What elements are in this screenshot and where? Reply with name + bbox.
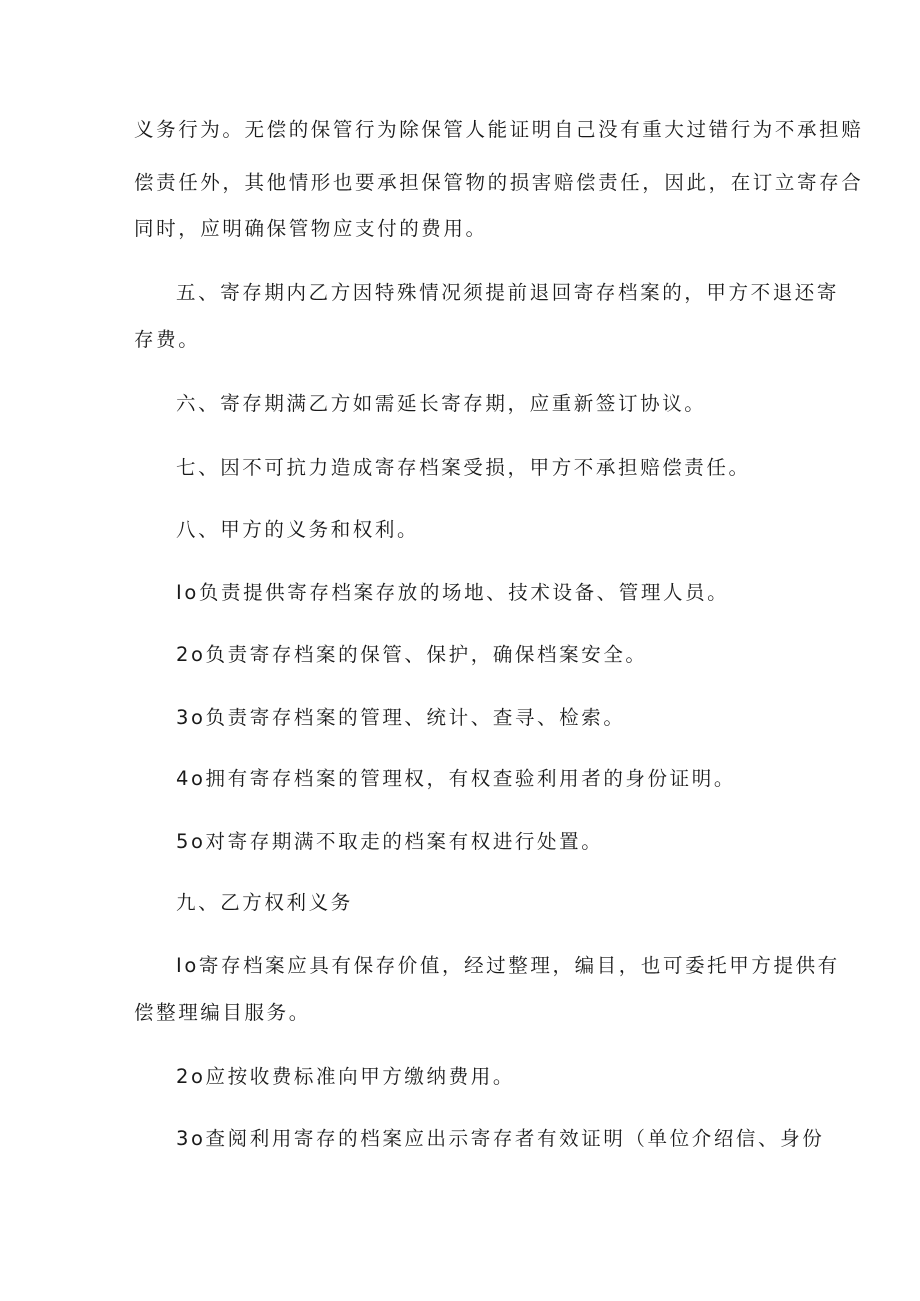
text-line: 七、因不可抗力造成寄存档案受损，甲方不承担赔偿责任。 (176, 456, 751, 479)
list-item: 3o负责寄存档案的管理、统计、查寻、检索。 (176, 706, 626, 729)
text-line: 存费。 (134, 328, 201, 351)
list-item: 2o应按收费标准向甲方缴纳费用。 (176, 1065, 515, 1088)
text-line: 同时，应明确保管物应支付的费用。 (134, 217, 488, 240)
text-line: 八、甲方的义务和权利。 (176, 518, 420, 541)
text-line: 偿整理编目服务。 (134, 1001, 311, 1024)
text-line: 偿责任外，其他情形也要承担保管物的损害赔偿责任，因此，在订立寄存合 (134, 171, 864, 194)
list-item: 5o对寄存期满不取走的档案有权进行处置。 (176, 830, 604, 853)
list-item: 3o查阅利用寄存的档案应出示寄存者有效证明（单位介绍信、身份 (176, 1127, 825, 1150)
list-item: Io寄存档案应具有保存价值，经过整理，编目，也可委托甲方提供有 (176, 954, 840, 977)
list-item: Io负责提供寄存档案存放的场地、技术设备、管理人员。 (176, 581, 730, 604)
text-line: 九、乙方权利义务 (176, 891, 353, 914)
text-line: 义务行为。无偿的保管行为除保管人能证明自己没有重大过错行为不承担赔 (134, 118, 864, 141)
list-item: 2o负责寄存档案的保管、保护，确保档案安全。 (176, 643, 648, 666)
text-line: 六、寄存期满乙方如需延长寄存期，应重新签订协议。 (176, 392, 707, 415)
list-item: 4o拥有寄存档案的管理权，有权查验利用者的身份证明。 (176, 767, 736, 790)
text-line: 五、寄存期内乙方因特殊情况须提前退回寄存档案的，甲方不退还寄 (176, 281, 840, 304)
